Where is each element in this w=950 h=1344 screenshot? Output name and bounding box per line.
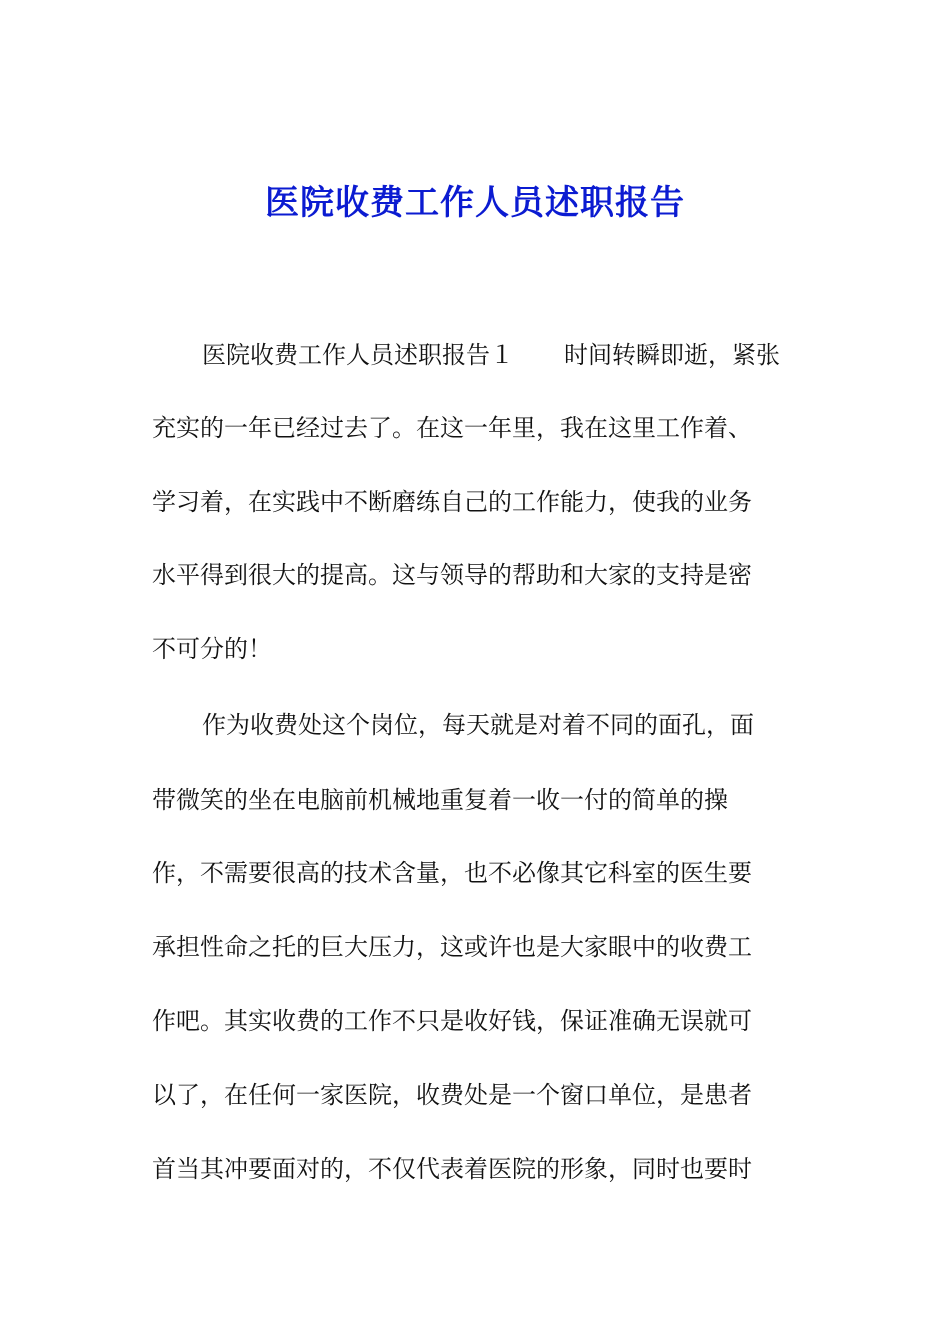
paragraph-line: 作为收费处这个岗位，每天就是对着不同的面孔，面 bbox=[202, 711, 754, 739]
paragraph-line: 充实的一年已经过去了。在这一年里，我在这里工作着、 bbox=[152, 414, 752, 442]
paragraph-line: 作，不需要很高的技术含量，也不必像其它科室的医生要 bbox=[152, 859, 752, 887]
paragraph-line: 不可分的！ bbox=[152, 635, 272, 663]
paragraph-line: 首当其冲要面对的，不仅代表着医院的形象，同时也要时 bbox=[152, 1155, 752, 1183]
paragraph-line: 水平得到很大的提高。这与领导的帮助和大家的支持是密 bbox=[152, 561, 752, 589]
report-heading-inline: 医院收费工作人员述职报告１ bbox=[202, 341, 514, 369]
paragraph-line: 承担性命之托的巨大压力，这或许也是大家眼中的收费工 bbox=[152, 933, 752, 961]
paragraph-line bbox=[202, 340, 780, 370]
paragraph-line: 作吧。其实收费的工作不只是收好钱，保证准确无误就可 bbox=[152, 1007, 752, 1035]
paragraph-text: 时间转瞬即逝，紧张 bbox=[564, 341, 780, 369]
paragraph-line: 学习着，在实践中不断磨练自己的工作能力，使我的业务 bbox=[152, 488, 752, 516]
paragraph-line: 以了，在任何一家医院，收费处是一个窗口单位，是患者 bbox=[152, 1081, 752, 1109]
document-title: 医院收费工作人员述职报告 bbox=[265, 183, 685, 223]
paragraph-line: 带微笑的坐在电脑前机械地重复着一收一付的简单的操 bbox=[152, 786, 728, 814]
